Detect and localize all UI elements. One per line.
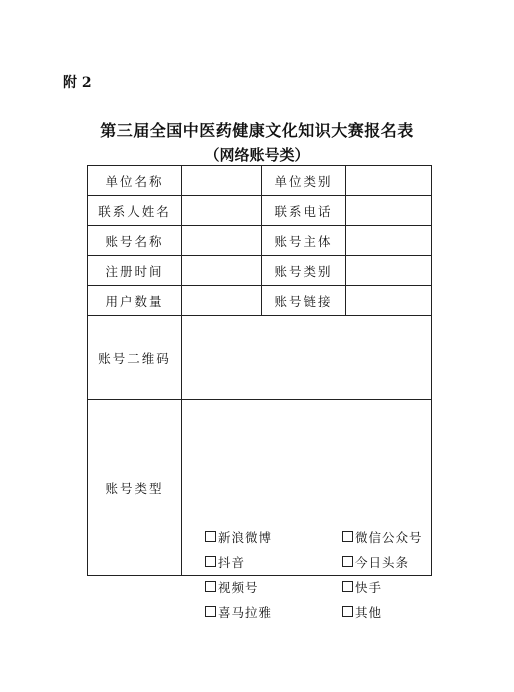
option-label: 今日头条 <box>355 554 410 570</box>
label-account-name: 账号名称 <box>88 226 182 256</box>
checkbox-icon[interactable] <box>205 606 216 617</box>
field-account-category[interactable] <box>346 256 432 286</box>
option-channels[interactable] <box>205 578 259 596</box>
form-title: 第三届全国中医药健康文化知识大赛报名表 <box>100 121 414 140</box>
field-account-name[interactable] <box>182 226 262 256</box>
label-register-time: 注册时间 <box>88 256 182 286</box>
option-label: 视频号 <box>218 579 259 595</box>
label-user-count: 用户数量 <box>88 286 182 316</box>
label-account-category: 账号类别 <box>262 256 346 286</box>
label-contact-name: 联系人姓名 <box>88 196 182 226</box>
option-label: 微信公众号 <box>355 529 423 545</box>
checkbox-icon[interactable] <box>342 556 353 567</box>
attachment-label: 附 2 <box>63 75 92 91</box>
table-row <box>88 316 432 400</box>
option-other[interactable] <box>342 603 382 621</box>
checkbox-icon[interactable] <box>342 531 353 542</box>
field-register-time[interactable] <box>182 256 262 286</box>
field-account-link[interactable] <box>346 286 432 316</box>
checkbox-icon[interactable] <box>205 581 216 592</box>
label-unit-name: 单位名称 <box>88 166 182 196</box>
table-row <box>88 400 432 576</box>
field-contact-name[interactable] <box>182 196 262 226</box>
option-label: 抖音 <box>218 554 246 570</box>
label-qr-code: 账号二维码 <box>88 316 182 400</box>
registration-table <box>87 165 432 620</box>
table-row <box>88 226 432 256</box>
option-label: 快手 <box>355 579 383 595</box>
option-label: 新浪微博 <box>218 529 273 545</box>
option-douyin[interactable] <box>205 553 245 571</box>
option-weibo[interactable] <box>205 528 272 546</box>
option-label: 其他 <box>355 604 383 620</box>
label-account-owner: 账号主体 <box>262 226 346 256</box>
field-qr-code[interactable] <box>182 316 432 400</box>
label-unit-category: 单位类别 <box>262 166 346 196</box>
checkbox-icon[interactable] <box>205 556 216 567</box>
label-account-type: 账号类型 <box>88 400 182 576</box>
option-ximalaya[interactable] <box>205 603 272 621</box>
field-contact-phone[interactable] <box>346 196 432 226</box>
option-toutiao[interactable] <box>342 553 409 571</box>
account-type-options <box>182 400 432 620</box>
field-account-owner[interactable] <box>346 226 432 256</box>
option-label: 喜马拉雅 <box>218 604 273 620</box>
form-subtitle: （网络账号类） <box>204 146 310 164</box>
field-unit-name[interactable] <box>182 166 262 196</box>
field-user-count[interactable] <box>182 286 262 316</box>
checkbox-icon[interactable] <box>342 581 353 592</box>
option-wechat-official[interactable] <box>342 528 423 546</box>
label-contact-phone: 联系电话 <box>262 196 346 226</box>
table-row <box>88 256 432 286</box>
table-row <box>88 196 432 226</box>
field-unit-category[interactable] <box>346 166 432 196</box>
table-row <box>88 286 432 316</box>
table-row <box>88 166 432 196</box>
option-kuaishou[interactable] <box>342 578 382 596</box>
checkbox-icon[interactable] <box>205 531 216 542</box>
label-account-link: 账号链接 <box>262 286 346 316</box>
checkbox-icon[interactable] <box>342 606 353 617</box>
